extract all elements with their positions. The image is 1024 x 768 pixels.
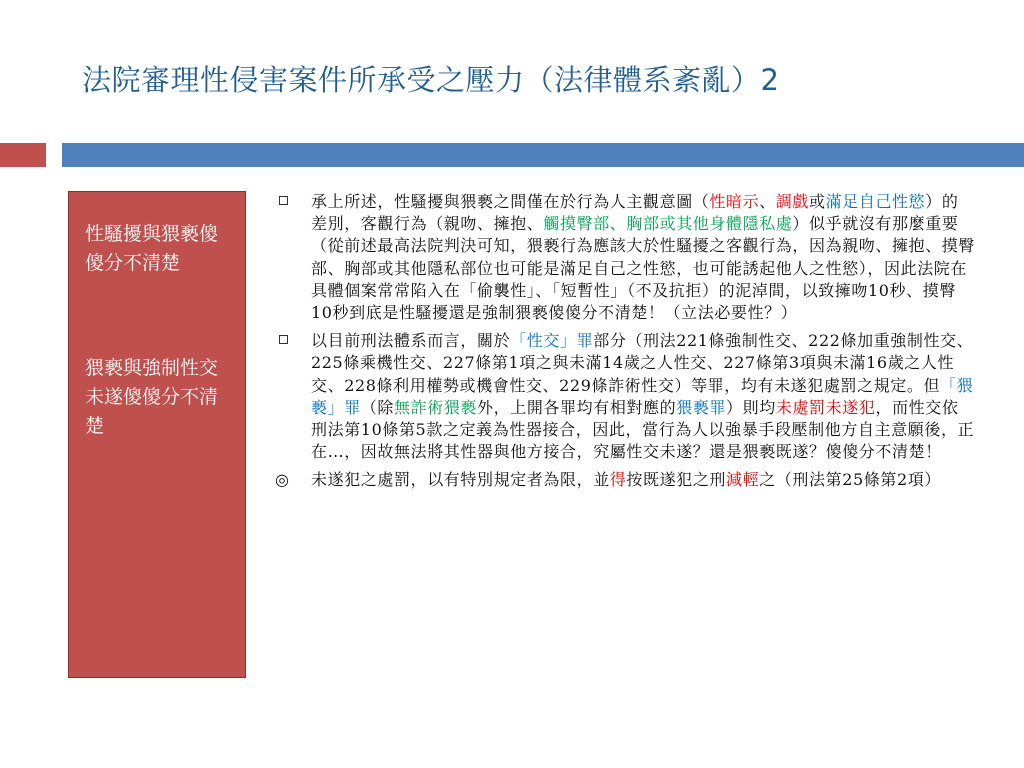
text-segment: 「性交」罪 [510,331,594,351]
slide-title: 法院審理性侵害案件所承受之壓力（法律體系紊亂）2 [82,63,780,97]
text-segment: 無詐術猥褻 [394,397,478,417]
text-segment: 滿足自己性慾 [825,192,926,211]
text-segment: 未處罰未遂犯 [775,397,876,417]
content-area [275,191,975,498]
text-segment: 未遂犯之處罰，以有特別規定者為限，並 [311,470,610,490]
text-segment: 以目前刑法體系而言，關於 [311,331,511,351]
text-segment: （除 [360,397,395,417]
text-segment: 部分（刑法221條強制性交、222條加重強制性交、225條乘機性交、227條第1項之與未滿14歲之人性交、227條第3項與未滿16歲之人性交、228條利用權勢或機會性交、229條詐術性交）等罪，均有未遂犯處罰之規定。但 [311,331,974,395]
text-segment: 之（刑法第25條第2項） [759,470,941,490]
text-segment: ）則均 [726,397,776,417]
square-bullet-icon [279,335,288,344]
header-accent-bar-blue [62,143,1024,167]
text-segment: 減輕 [726,470,760,490]
sidebar-text-1: 性騷擾與猥褻傻傻分不清楚 [85,223,219,274]
text-segment: 性暗示 [709,192,760,211]
text-segment: 、 [759,192,776,211]
text-segment: 外，上開各罪均有相對應的 [477,397,677,417]
note-text [311,470,941,489]
text-segment: ）的差別，客觀行為（親吻、擁抱、 [311,192,959,234]
text-segment: ，而性交依刑法第10條第5款之定義為性器接合，因此，當行為人以強暴手段壓制他方自主意願後，正在…，因故無法將其性器與他方接合，究屬性交未遂？還是猥褻既遂？傻傻分不清楚！ [311,397,975,462]
text-segment: 觸摸臀部、胸部或其他身體隱私處 [543,214,793,234]
text-segment: 或 [809,192,826,211]
square-bullet-icon [279,196,288,205]
text-segment: 按既遂犯之刑 [626,470,727,490]
text-segment: 猥褻罪 [676,397,727,417]
text-segment: 「猥褻」罪 [311,375,974,417]
note-item [275,469,975,491]
sidebar-panel [68,191,246,678]
sidebar-text-2: 猥褻與強制性交未遂傻傻分不清楚 [85,357,219,437]
text-segment: 得 [609,470,627,490]
text-segment: 承上所述，性騷擾與猥褻之間僅在於行為人主觀意圖（ [311,192,710,211]
bullet-text-2 [311,331,974,461]
header-accent-bar-red [0,143,46,167]
bullet-item-1 [275,191,975,324]
bullet-text-1 [311,192,975,322]
text-segment: ）似乎就沒有那麼重要（從前述最高法院判決可知，猥褻行為應該大於性騷擾之客觀行為，因為親吻、擁抱、摸臀部、胸部或其他隱私部位也可能是滿足自己之性慾，也可能誘起他人之性慾），因此法院在具體個案常常陷入在「偷襲性」、「短暫性」（不及抗拒）的泥淖間，以致擁吻10秒、摸臀10秒到底是性騷擾還是強制猥褻傻傻分不清楚！（立法必要性？） [311,214,976,323]
text-segment: 調戲 [775,192,810,211]
double-circle-icon: ◎ [275,470,290,490]
bullet-item-2 [275,330,975,463]
